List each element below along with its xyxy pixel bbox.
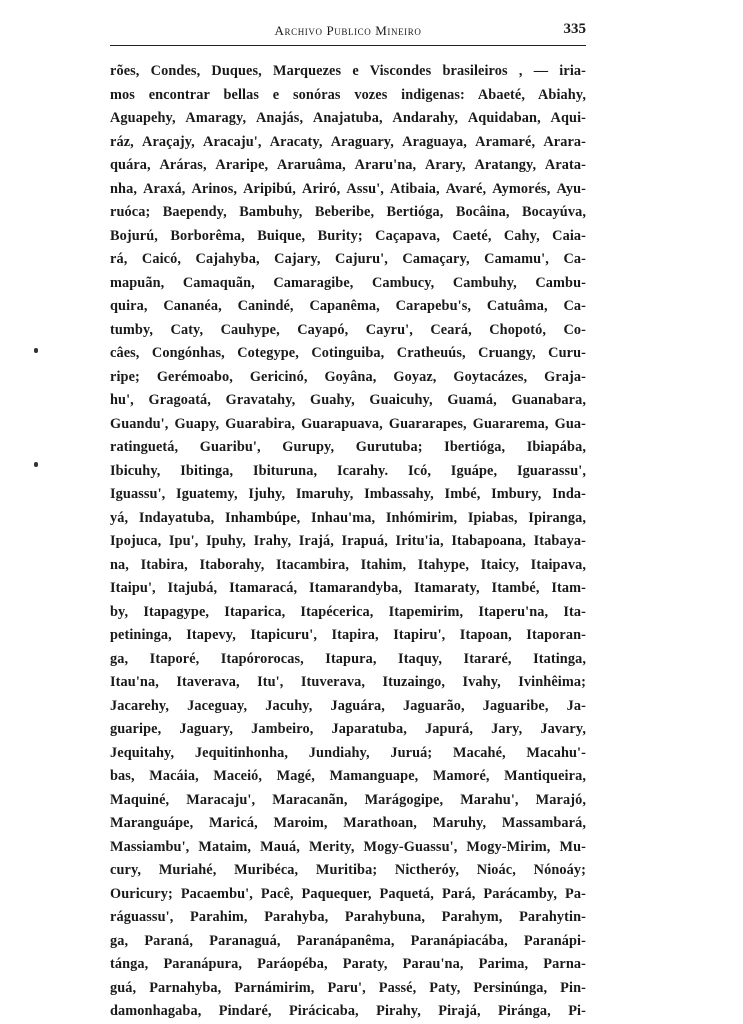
text-line: ratinguetá, Guaribu', Gurupy, Gurutuba; Ibertióga, Ibiapába, — [110, 439, 586, 455]
text-line: Iguassu', Iguatemy, Ijuhy, Imaruhy, Imbassahy, Imbé, Imbury, Inda- — [110, 486, 586, 502]
text-line: rões, Condes, Duques, Marquezes e Viscondes brasileiros , — iria- — [110, 63, 586, 79]
text-line: nha, Araxá, Arinos, Aripibú, Ariró, Assu', Atibaia, Avaré, Aymorés, Ayu- — [110, 180, 586, 197]
text-line: quira, Cananéa, Canindé, Capanêma, Carapebu's, Catuâma, Ca- — [110, 298, 586, 314]
text-line: guá, Parnahyba, Parnámirim, Paru', Passé, Paty, Persinúnga, Pin- — [110, 979, 586, 996]
text-line: ráz, Araçajy, Aracaju', Aracaty, Araguary, Araguaya, Aramaré, Arara- — [110, 133, 586, 150]
text-line: quára, Aráras, Araripe, Araruâma, Araru'na, Arary, Aratangy, Arata- — [110, 157, 586, 173]
text-line: tumby, Caty, Cauhype, Cayapó, Cayru', Ceará, Chopotó, Co- — [110, 321, 586, 338]
text-line: bas, Macáia, Maceió, Magé, Mamanguape, Mamoré, Mantiqueira, — [110, 768, 586, 784]
text-line: hu', Gragoatá, Gravatahy, Guahy, Guaicuhy, Guamá, Guanabara, — [110, 392, 586, 408]
text-line: tánga, Paranápura, Paráopéba, Paraty, Parau'na, Parima, Parna- — [110, 956, 586, 972]
body-text — [110, 60, 586, 1024]
text-line: Itau'na, Itaverava, Itu', Ituverava, Ituzaingo, Ivahy, Ivinhêima; — [110, 674, 586, 690]
text-line: mapuãn, Camaquãn, Camaragibe, Cambucy, Cambuhy, Cambu- — [110, 274, 586, 291]
text-line: Jacarehy, Jaceguay, Jacuhy, Jaguára, Jaguarão, Jaguaribe, Ja- — [110, 697, 586, 714]
text-line: Maranguápe, Maricá, Maroim, Marathoan, Maruhy, Massambará, — [110, 815, 586, 831]
text-line: ráguassu', Parahim, Parahyba, Parahybuna, Parahym, Parahytin- — [110, 909, 586, 925]
running-title: Archivo Publico Mineiro — [274, 23, 422, 38]
text-line: ripe; Gerémoabo, Gericinó, Goyâna, Goyaz, Goytacázes, Graja- — [110, 368, 586, 385]
text-line: ga, Paraná, Paranaguá, Paranápanêma, Paranápiacába, Paranápi- — [110, 932, 586, 949]
text-line: guaripe, Jaguary, Jambeiro, Japaratuba, Japurá, Jary, Javary, — [110, 721, 586, 737]
text-line: Bojurú, Borborêma, Buique, Burity; Caçapava, Caeté, Cahy, Caia- — [110, 227, 586, 244]
text-line: Itaipu', Itajubá, Itamaracá, Itamarandyba, Itamaraty, Itambé, Itam- — [110, 580, 586, 596]
margin-dot-mark — [34, 348, 38, 353]
text-line: Aguapehy, Amaragy, Anajás, Anajatuba, Andarahy, Aquidaban, Aqui- — [110, 110, 586, 126]
text-line: yá, Indayatuba, Inhambúpe, Inhau'ma, Inhómirim, Ipiabas, Ipiranga, — [110, 509, 586, 526]
text-line: Maquiné, Maracaju', Maracanãn, Marágogipe, Marahu', Marajó, — [110, 791, 586, 808]
margin-dot-mark — [34, 462, 38, 467]
running-head — [110, 20, 586, 42]
text-line: rá, Caicó, Cajahyba, Cajary, Cajuru', Camaçary, Camamu', Ca- — [110, 251, 586, 267]
text-line: Massiambu', Mataim, Mauá, Merity, Mogy-Guassu', Mogy-Mirim, Mu- — [110, 838, 586, 855]
text-line: Jequitahy, Jequitinhonha, Jundiahy, Juruá; Macahé, Macahu'- — [110, 744, 586, 761]
text-line: by, Itapagype, Itaparica, Itapécerica, Itapemirim, Itaperu'na, Ita- — [110, 603, 586, 620]
text-line: cury, Muriahé, Muribéca, Muritiba; Nictheróy, Nioác, Nónoáy; — [110, 862, 586, 878]
text-line: mos encontrar bellas e sonóras vozes indigenas: Abaeté, Abiahy, — [110, 86, 586, 103]
text-line: câes, Congónhas, Cotegype, Cotinguiba, Cratheuús, Cruangy, Curu- — [110, 345, 586, 361]
text-line: ga, Itaporé, Itapórorocas, Itapura, Itaquy, Itararé, Itatinga, — [110, 650, 586, 667]
header-rule — [110, 45, 586, 46]
text-line: Ibicuhy, Ibitinga, Ibituruna, Icarahy. Icó, Iguápe, Iguarassu', — [110, 462, 586, 479]
text-line: petininga, Itapevy, Itapicuru', Itapira, Itapiru', Itapoan, Itaporan- — [110, 627, 586, 643]
text-line: Ouricury; Pacaembu', Pacê, Paquequer, Paquetá, Pará, Parácamby, Pa- — [110, 885, 586, 902]
text-line: na, Itabira, Itaborahy, Itacambira, Itahim, Itahype, Itaicy, Itaipava, — [110, 556, 586, 573]
text-line: ruóca; Baependy, Bambuhy, Beberibe, Bertióga, Bocâina, Bocayúva, — [110, 204, 586, 220]
text-line: Ipojuca, Ipu', Ipuhy, Irahy, Irajá, Irapuá, Iritu'ia, Itabapoana, Itabaya- — [110, 533, 586, 549]
text-line: Guandu', Guapy, Guarabira, Guarapuava, Guararapes, Guararema, Gua- — [110, 415, 586, 432]
text-line: damonhagaba, Pindaré, Pirácicaba, Pirahy, Pirajá, Piránga, Pi- — [110, 1003, 586, 1019]
page-number: 335 — [563, 21, 586, 37]
